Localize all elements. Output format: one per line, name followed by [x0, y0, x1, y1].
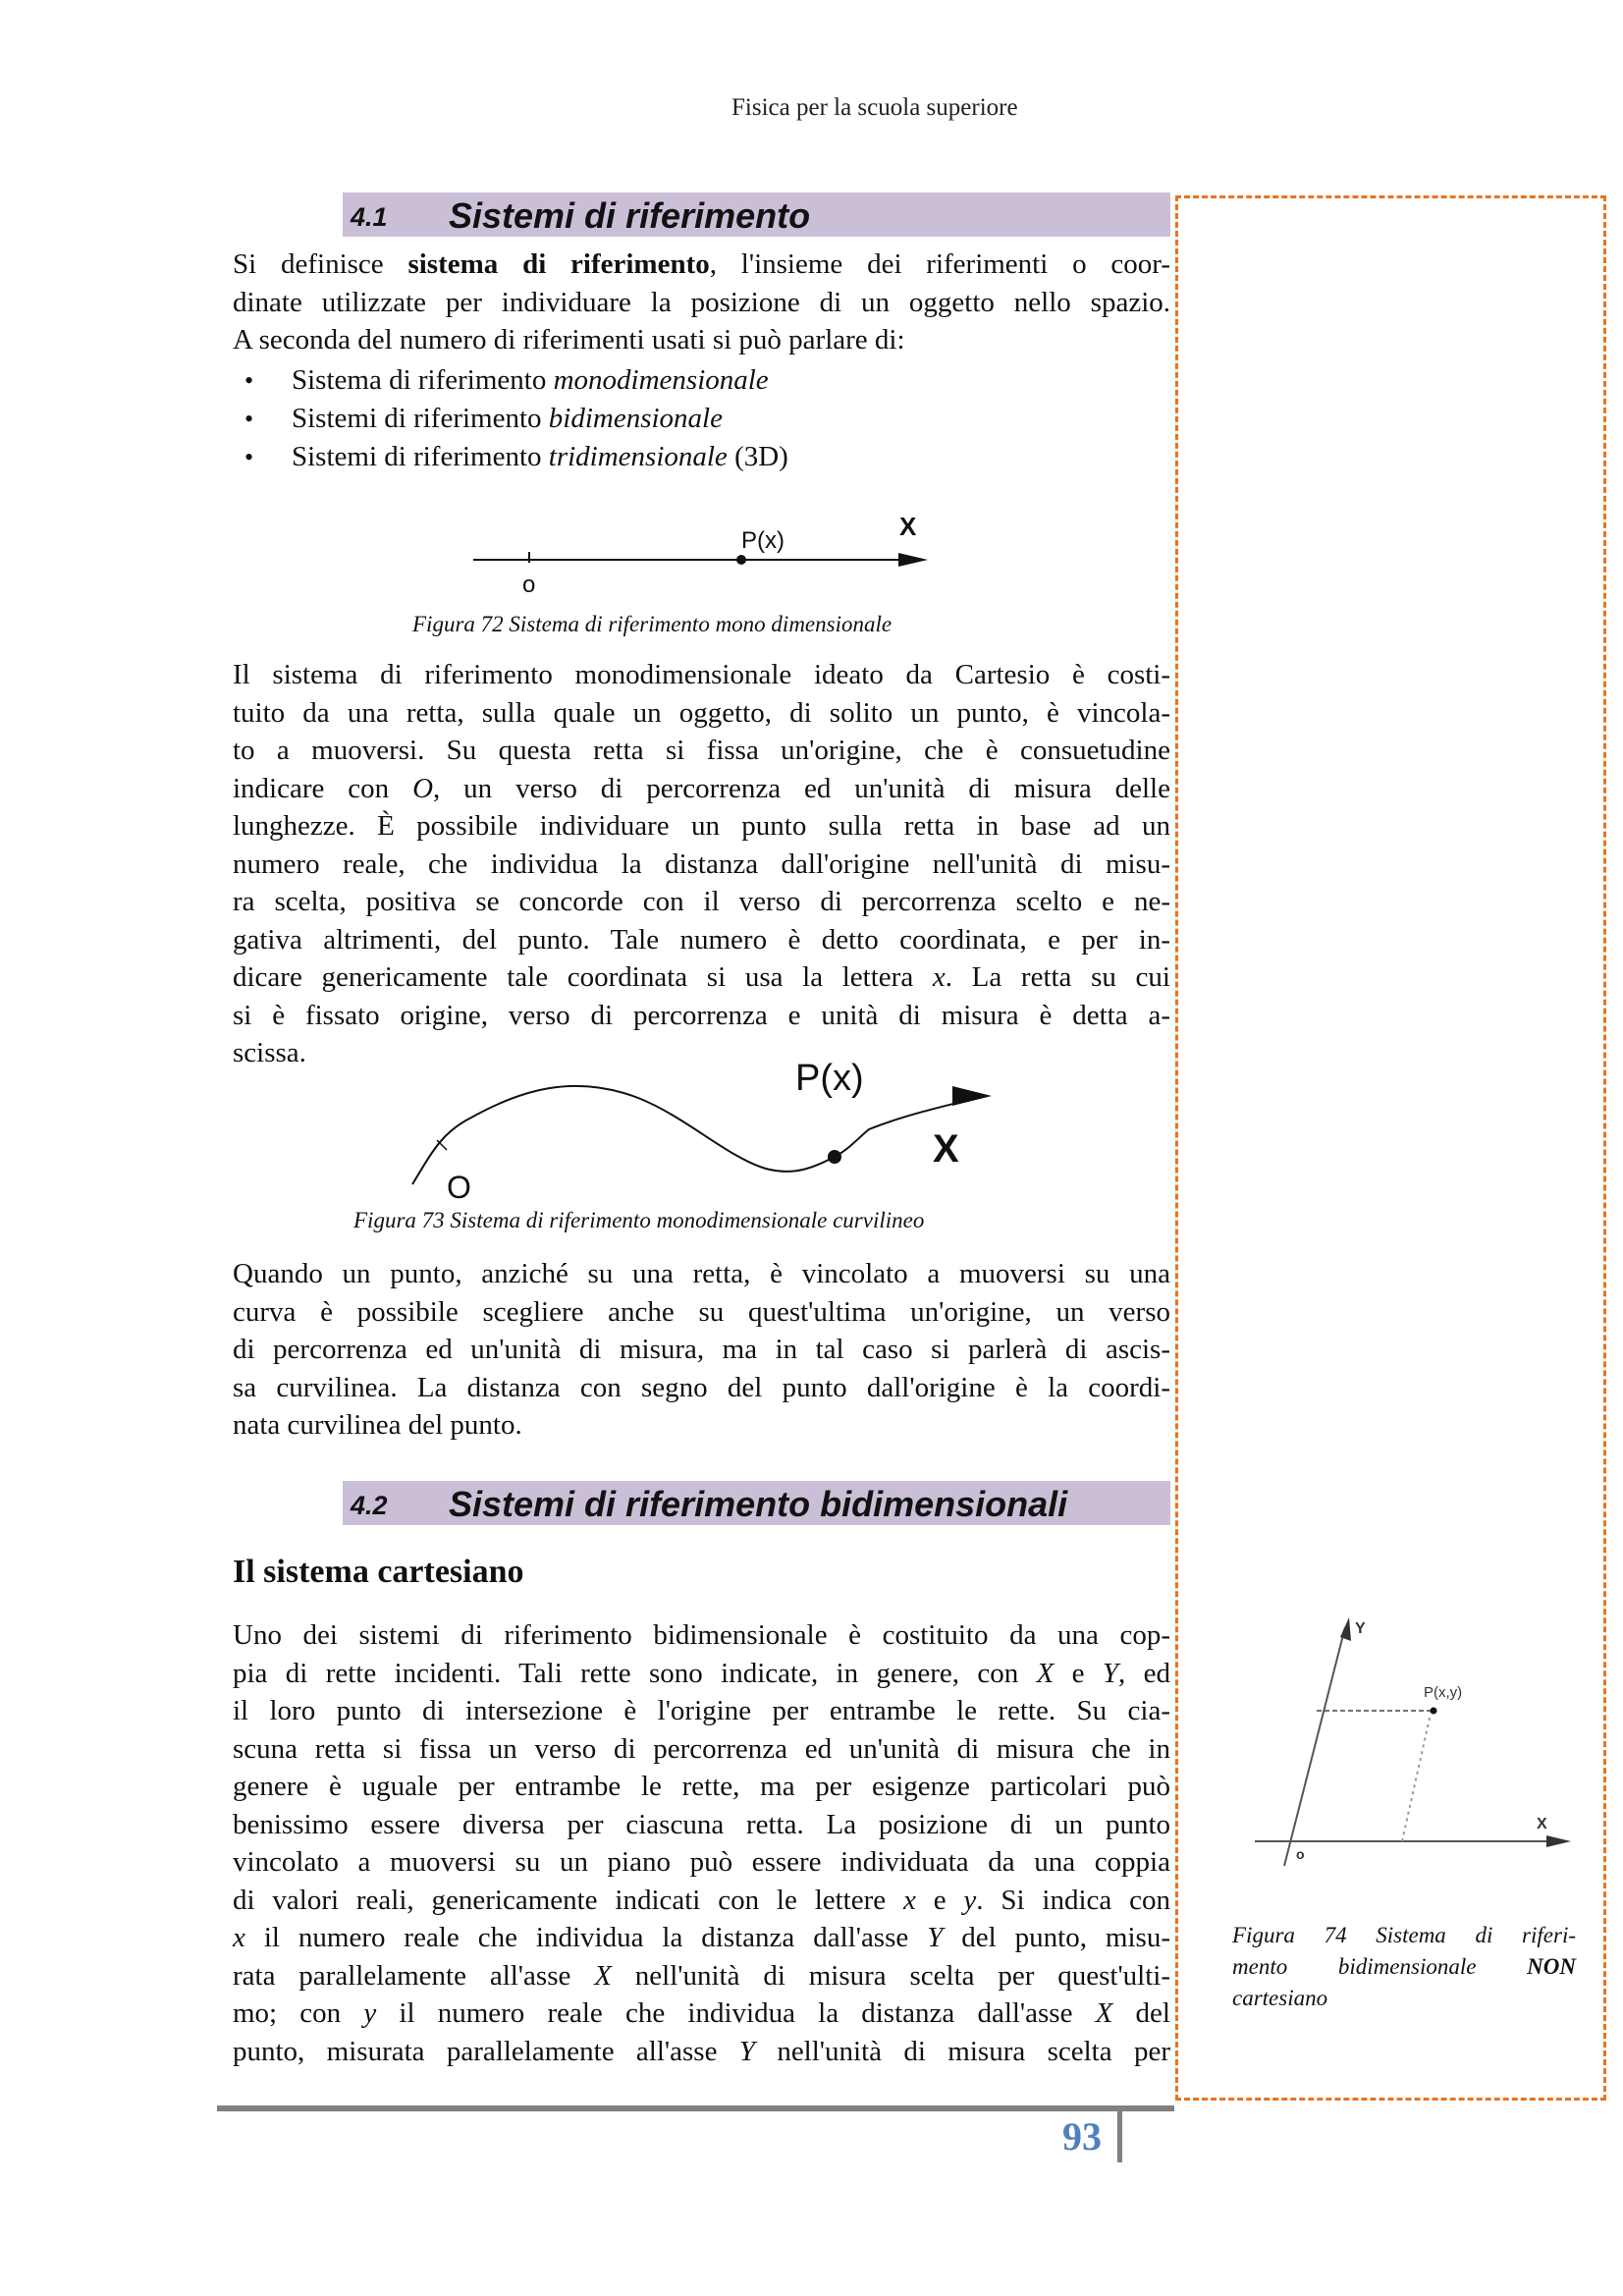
- running-head: Fisica per la scuola superiore: [731, 94, 1018, 121]
- reference-systems-list: [233, 361, 788, 476]
- subsection-heading: Il sistema cartesiano: [233, 1554, 524, 1590]
- list-item: • Sistema di riferimento monodimensionale: [233, 361, 788, 400]
- text-line: si è fissato origine, verso di percorrenza e unità di misura è detta a-: [233, 999, 1170, 1031]
- text-line: Uno dei sistemi di riferimento bidimensionale è costituito da una cop-: [233, 1619, 1170, 1651]
- text-line: Si definisce sistema di riferimento, l'insieme dei riferimenti o coor-: [233, 248, 1170, 280]
- text-line: Quando un punto, anziché su una retta, è vincolato a muoversi su una: [233, 1258, 1170, 1289]
- text-line: punto, misurata parallelamente all'asse Y nell'unità di misura scelta per: [233, 2035, 1170, 2067]
- text-line: numero reale, che individua la distanza dall'origine nell'unità di misu-: [233, 847, 1170, 880]
- svg-text:O: O: [447, 1170, 471, 1205]
- text-line: di valori reali, genericamente indicati con le lettere x e y. Si indica con: [233, 1884, 1170, 1916]
- bold-term: sistema di riferimento: [407, 248, 710, 280]
- svg-text:X: X: [1537, 1816, 1547, 1832]
- text-line: genere è uguale per entrambe le rette, ma per esigenze particolari può: [233, 1771, 1170, 1802]
- text-line: Il sistema di riferimento monodimensionale ideato da Cartesio è costi-: [233, 659, 1170, 690]
- svg-text:o: o: [1296, 1846, 1305, 1862]
- text-line: sa curvilinea. La distanza con segno del punto dall'origine è la coordi-: [233, 1371, 1170, 1403]
- list-item: • Sistemi di riferimento bidimensionale: [233, 400, 788, 438]
- svg-text:o: o: [522, 572, 536, 598]
- text-line: mento bidimensionale NON: [1232, 1954, 1576, 1979]
- svg-text:P(x): P(x): [795, 1059, 864, 1099]
- text-line: to a muoversi. Su questa retta si fissa un'origine, che è consuetudine: [233, 735, 1170, 766]
- text-line: ra scelta, positiva se concorde con il verso di percorrenza scelto e ne-: [233, 886, 1170, 917]
- text-line: lunghezze. È possibile individuare un punto sulla retta in base ad un: [233, 810, 1170, 842]
- section-title: Sistemi di riferimento bidimensionali: [449, 1484, 1068, 1524]
- text-line: cartesiano: [1232, 1986, 1328, 2010]
- text-line: di percorrenza ed un'unità di misura, ma in tal caso si parlerà di ascis-: [233, 1334, 1170, 1365]
- figure-72-diagram: [461, 506, 952, 604]
- text-line: tuito da una retta, sulla quale un oggetto, di solito un punto, è vincola-: [233, 696, 1170, 729]
- section-heading-4-2: [343, 1481, 1170, 1525]
- figure-74-caption: [1232, 1920, 1576, 2014]
- svg-text:Y: Y: [1355, 1620, 1366, 1637]
- text-line: dicare genericamente tale coordinata si usa la lettera x. La retta su cui: [233, 961, 1170, 993]
- curve-paragraph: [233, 1255, 1170, 1445]
- section-heading-4-1: [343, 192, 1170, 237]
- text-line: mo; con y il numero reale che individua la distanza dall'asse X del: [233, 1997, 1170, 2029]
- figure-73-caption: Figura 73 Sistema di riferimento monodimensionale curvilineo: [353, 1208, 925, 1232]
- text-line: rata parallelamente all'asse X nell'unità di misura scelta per quest'ulti-: [233, 1959, 1170, 1992]
- text-line: A seconda del numero di riferimenti usati si può parlare di:: [233, 324, 905, 355]
- figure-73-diagram: [403, 1059, 1001, 1206]
- intro-paragraph: [233, 246, 1170, 359]
- footer-divider: [1117, 2111, 1122, 2162]
- figure-72-caption: Figura 72 Sistema di riferimento mono dimensionale: [412, 612, 893, 636]
- text-line: curva è possibile scegliere anche su quest'ultima un'origine, un verso: [233, 1295, 1170, 1328]
- section-title: Sistemi di riferimento: [449, 195, 811, 236]
- svg-text:P(x,y): P(x,y): [1424, 1684, 1463, 1701]
- svg-text:P(x): P(x): [741, 527, 784, 554]
- svg-text:X: X: [899, 512, 917, 541]
- cartesian-paragraph: [233, 1616, 1170, 2070]
- text-line: indicare con O, un verso di percorrenza ed un'unità di misura delle: [233, 772, 1170, 804]
- mono-paragraph: [233, 656, 1170, 1072]
- text-line: scuna retta si fissa un verso di percorrenza ed un'unità di misura che in: [233, 1732, 1170, 1765]
- text-line: nata curvilinea del punto.: [233, 1409, 522, 1441]
- section-number: 4.1: [351, 202, 388, 232]
- text-line: gativa altrimenti, del punto. Tale numero è detto coordinata, e per in-: [233, 923, 1170, 956]
- svg-text:X: X: [933, 1127, 959, 1171]
- text-line: il loro punto di intersezione è l'origine per entrambe le rette. Su cia-: [233, 1695, 1170, 1726]
- footer-rule: [217, 2105, 1174, 2111]
- list-item: • Sistemi di riferimento tridimensionale (3D): [233, 438, 788, 476]
- text-line: x il numero reale che individua la distanza dall'asse Y del punto, misu-: [233, 1922, 1170, 1953]
- section-number: 4.2: [351, 1491, 388, 1520]
- figure-74-diagram: [1247, 1615, 1581, 1900]
- page-number: 93: [1062, 2114, 1102, 2159]
- text-line: vincolato a muoversi su un piano può essere individuata da una coppia: [233, 1846, 1170, 1878]
- text-line: benissimo essere diversa per ciascuna retta. La posizione di un punto: [233, 1808, 1170, 1840]
- text-line: Figura 74 Sistema di riferi-: [1232, 1923, 1576, 1947]
- text-line: pia di rette incidenti. Tali rette sono indicate, in genere, con X e Y, ed: [233, 1657, 1171, 1689]
- text-line: dinate utilizzate per individuare la posizione di un oggetto nello spazio.: [233, 286, 1170, 318]
- text-line: scissa.: [233, 1037, 306, 1068]
